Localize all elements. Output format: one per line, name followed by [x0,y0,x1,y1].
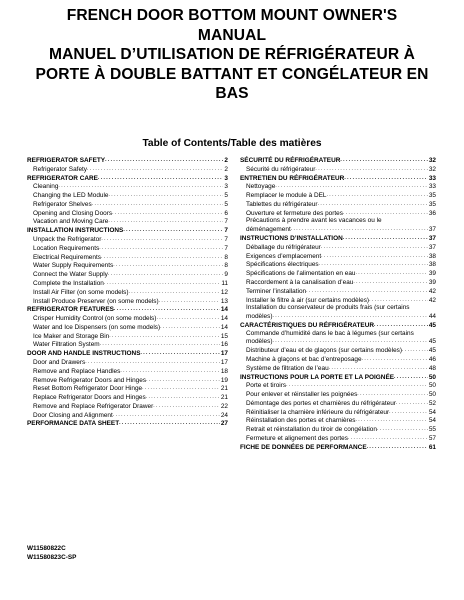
toc-entry-title: Electrical Requirements [33,253,101,261]
toc-entry[interactable] [240,425,436,434]
toc-entry-page: 27 [220,420,228,428]
dot-leader [319,260,428,269]
toc-entry[interactable] [240,209,436,218]
toc-entry-page: 33 [428,183,436,191]
toc-entry-title: Replace Refrigerator Doors and Hinges [33,394,146,402]
dot-leader [109,332,220,341]
toc-entry-title: FICHE DE DONNÉES DE PERFORMANCE [240,443,367,451]
dot-leader [389,408,428,417]
toc-entry[interactable] [27,156,228,165]
toc-entry-title: Réinstallation des portes et charnières [246,417,356,425]
toc-entry-title: INSTRUCTIONS D’INSTALLATION [240,235,343,243]
doc-code: W11580823C-SP [27,554,77,562]
toc-entry[interactable] [240,330,436,338]
toc-entry-title: Fermeture et alignement des portes [246,435,348,442]
toc-entry[interactable] [240,174,436,183]
toc-entry[interactable] [240,304,436,312]
toc-entry-page: 11 [221,279,228,287]
toc-entry-page: 13 [220,297,228,305]
toc-entry-title: Spécifications de l’alimentation en eau [246,270,356,278]
dot-leader [396,399,428,408]
dot-leader [58,182,223,191]
toc-entry-page: 50 [428,391,436,399]
toc-entry-title: INSTALLATION INSTRUCTIONS [27,227,124,235]
toc-entry-title: REFRIGERATOR CARE [27,174,98,182]
toc-entry-title: Pour enlever et réinstaller les poignées [246,391,358,399]
dot-leader [343,209,428,218]
toc-entry-page: 2 [224,157,228,164]
toc-entry-page: 54 [428,417,436,425]
dot-leader [113,261,223,270]
toc-entry-page: 45 [428,321,436,329]
toc-entry-title: Remove Refrigerator Doors and Hinges [33,376,147,384]
toc-entry-page: 42 [428,296,436,304]
toc-entry-page: 42 [428,287,436,295]
toc-entry-title: Opening and Closing Doors [33,209,113,217]
toc-entry[interactable] [240,373,436,382]
dot-leader [87,165,223,174]
toc-entry-page: 57 [428,435,436,442]
toc-entry-title: Water and Ice Dispensers (on some models) [33,323,161,331]
toc-entry-page: 21 [220,394,228,402]
dot-leader [291,225,428,234]
toc-entry[interactable] [27,393,228,402]
dot-leader [129,288,220,297]
dot-leader [105,156,223,165]
dot-leader [119,419,220,428]
toc-entry-page: 3 [224,174,228,182]
toc-entry[interactable] [240,269,436,278]
document-title [14,6,450,104]
doc-code: W11580822C [27,545,66,552]
dot-leader [160,323,220,332]
toc-entry-title: modèles) [246,338,273,346]
toc-entry[interactable] [27,209,228,218]
dot-leader [272,337,427,346]
dot-leader [394,373,428,382]
toc-entry[interactable] [27,191,228,200]
toc-entry[interactable] [240,408,436,417]
dot-leader [99,244,223,253]
dot-leader [109,191,224,200]
toc-entry-page: 8 [224,253,228,261]
toc-entry-page: 17 [220,350,228,358]
dot-leader [348,434,428,443]
toc-entry[interactable] [27,165,228,174]
dot-leader [142,384,220,393]
toc-entry-title: DOOR AND HANDLE INSTRUCTIONS [27,350,141,358]
toc-entry-page: 9 [224,271,228,279]
toc-entry-title: Complete the Installation [33,279,104,287]
title-line: FRENCH DOOR BOTTOM MOUNT OWNER'S [66,7,398,24]
dot-leader [315,165,427,174]
toc-entry-title: Door Closing and Alignment [33,411,113,419]
dot-leader [146,393,220,402]
toc-entry[interactable] [27,340,228,349]
toc-entry-page: 33 [428,174,436,182]
toc-entry-title: Nettoyage [246,183,276,191]
dot-leader [275,182,427,191]
toc-entry-title: PERFORMANCE DATA SHEET [27,420,120,428]
toc-entry-title: Vacation and Moving Care [33,218,109,226]
toc-entry-title: Water Filtration System [33,341,100,349]
toc-entry-page: 36 [428,209,436,217]
toc-entry-title: Door and Drawers [33,358,86,366]
toc-english-column [27,156,228,428]
toc-entry-page: 7 [224,227,228,235]
toc-entry[interactable] [240,443,436,452]
dot-leader [85,358,220,367]
toc-entry[interactable] [27,305,228,314]
toc-entry-title: Installer le filtre à air (sur certains modèles) [246,296,370,304]
toc-entry-page: 52 [428,399,436,407]
title-line: MANUAL [197,26,267,44]
toc-entry[interactable] [27,244,228,253]
toc-entry-page: 5 [224,192,228,200]
toc-entry[interactable] [27,367,228,376]
toc-entry[interactable] [240,225,436,234]
toc-entry-page: 15 [220,332,228,340]
toc-entry-page: 50 [428,382,436,390]
toc-entry[interactable] [240,390,436,399]
toc-entry-title: Unpack the Refrigerator [33,236,102,244]
toc-entry-page: 35 [428,200,436,208]
dot-leader [98,174,223,183]
toc-entry-title: Cleaning [33,183,59,191]
toc-entry-title: Remplacer le module à DEL [246,192,327,200]
toc-entry-title: Spécifications électriques [246,261,319,269]
toc-entry[interactable] [27,419,228,428]
toc-entry-page: 14 [220,323,228,331]
dot-leader [327,191,428,200]
toc-entry-page: 7 [224,244,228,252]
toc-entry-page: 44 [428,313,436,321]
dot-leader [113,411,220,420]
dot-leader [141,349,220,358]
toc-entry-page: 46 [428,355,436,363]
toc-entry-title: Ouverture et fermeture des portes [246,209,343,217]
toc-entry-title: Déballage du réfrigérateur [246,243,321,251]
dot-leader [367,443,428,452]
toc-entry[interactable] [240,416,436,425]
toc-entry-page: 22 [220,402,228,410]
toc-entry-title: Démontage des portes et charnières du réfrigérateur [246,399,396,407]
toc-entry[interactable] [240,200,436,209]
toc-entry-title: Retrait et réinstallation du tiroir de congélation [246,426,377,434]
toc-entry[interactable] [240,337,436,346]
toc-entry[interactable] [240,346,436,355]
toc-entry[interactable] [240,321,436,330]
toc-entry[interactable] [27,182,228,191]
toc-entry[interactable] [240,191,436,200]
toc-entry[interactable] [240,296,436,305]
toc-entry[interactable] [27,288,228,297]
toc-entry-title: REFRIGERATOR SAFETY [27,157,106,164]
toc-entry-page: 38 [428,261,436,269]
dot-leader [100,340,220,349]
toc-entry[interactable] [240,243,436,252]
toc-entry[interactable] [240,287,436,296]
title-line: BAS [215,85,249,103]
dot-leader [343,234,428,243]
toc-entry-page: 48 [428,364,436,372]
toc-entry-title: Install Produce Preserver (on some models) [33,297,159,305]
dot-leader [108,217,223,226]
dot-leader [120,367,220,376]
dot-leader [340,156,427,165]
dot-leader [356,416,428,425]
dot-leader [357,390,428,399]
toc-entry-page: 24 [220,411,228,419]
toc-entry[interactable] [27,349,228,358]
toc-entry-page: 32 [428,157,436,164]
dot-leader [114,305,220,314]
toc-entry-page: 39 [428,278,436,286]
toc-entry-title: Water Supply Requirements [33,262,114,270]
toc-entry[interactable] [27,358,228,367]
toc-entry-page: 16 [220,341,228,349]
toc-entry-title: Reset Bottom Refrigerator Door Hinge [33,385,143,393]
dot-leader [318,200,428,209]
toc-entry-page: 39 [428,270,436,278]
toc-entry-title: INSTRUCTIONS POUR LA PORTE ET LA POIGNÉE [240,373,395,381]
toc-entry-page: 7 [224,218,228,226]
toc-entry-title: Porte et tiroirs [246,382,287,390]
dot-leader [374,321,428,330]
toc-entry-title: Refrigerator Safety [33,165,88,173]
toc-entry-title: Terminer l’installation [246,287,307,295]
toc-entry-title: Install Air Filter (on some models) [33,288,129,296]
toc-entry[interactable] [27,384,228,393]
toc-entry-page: 5 [224,200,228,208]
title-line: PORTE À DOUBLE BATTANT ET CONGÉLATEUR EN [35,65,429,83]
toc-entry[interactable] [27,297,228,306]
toc-entry-title: Connect the Water Supply [33,271,108,279]
toc-entry-title: déménagement [246,226,291,234]
toc-entry-title: Système de filtration de l’eau [246,364,329,372]
toc-entry-page: 7 [224,236,228,244]
toc-entry-title: Exigences d’emplacement [246,252,322,260]
toc-entry[interactable] [27,314,228,323]
toc-entry-page: 45 [428,338,436,346]
toc-entry-page: 17 [220,358,228,366]
dot-leader [356,269,428,278]
toc-entry-title: Location Requirements [33,244,100,252]
toc-entry-title: Machine à glaçons et bac d’entreposage [246,355,362,363]
toc-entry-title: SÉCURITÉ DU RÉFRIGÉRATEUR [240,157,341,164]
toc-entry[interactable] [27,279,228,288]
toc-entry-page: 37 [428,243,436,251]
toc-entry[interactable] [240,234,436,243]
toc-entry[interactable] [27,235,228,244]
toc-entry-title: Remove and Replace Handles [33,367,121,375]
dot-leader [369,296,428,305]
toc-entry[interactable] [240,434,436,443]
toc-entry-page: 38 [428,252,436,260]
toc-entry-title: Distributeur d’eau et de glaçons (sur certains modèles) [246,347,403,355]
dot-leader [112,209,223,218]
dot-leader [92,200,224,209]
toc-entry-title: Raccordement à la canalisation d’eau [246,278,354,286]
dot-leader [329,364,428,373]
toc-entry-page: 8 [224,262,228,270]
toc-entry[interactable] [27,332,228,341]
toc-entry-page: 3 [224,183,228,191]
toc-entry[interactable] [240,182,436,191]
toc-entry[interactable] [240,260,436,269]
dot-leader [321,243,428,252]
toc-entry[interactable] [240,278,436,287]
toc-entry[interactable] [240,217,436,225]
toc-entry[interactable] [27,376,228,385]
toc-entry[interactable] [27,174,228,183]
toc-entry-page: 18 [220,367,228,375]
toc-entry-page: 14 [220,315,228,323]
toc-entry-page: 55 [428,426,436,434]
toc-entry-page: 54 [428,408,436,416]
toc-entry-page: 50 [428,373,436,381]
toc-entry[interactable] [27,226,228,235]
toc-entry-title: modèles) [246,313,273,321]
toc-entry-title: Remove and Replace Refrigerator Drawer [33,402,154,410]
toc-entry-page: 35 [428,192,436,200]
dot-leader [321,252,428,261]
toc-entry[interactable] [27,411,228,420]
dot-leader [286,381,428,390]
toc-entry[interactable] [27,402,228,411]
toc-entry-title: Changing the LED Module [33,192,109,200]
toc-entry-page: 12 [220,288,228,296]
toc-entry[interactable] [27,200,228,209]
dot-leader [272,312,427,321]
dot-leader [104,279,220,288]
toc-heading: Table of Contents/Table des matières [142,138,322,149]
dot-leader [101,253,223,262]
dot-leader [146,376,220,385]
toc-entry-title: Réinitialiser la charnière inférieure du réfrigérateur [246,408,390,416]
dot-leader [353,278,427,287]
toc-entry-title: Précautions à prendre avant les vacances ou le [246,217,382,225]
toc-entry[interactable] [240,252,436,261]
toc-entry-title: Ice Maker and Storage Bin [33,332,110,340]
toc-entry-title: Sécurité du réfrigérateur [246,165,316,173]
dot-leader [377,425,428,434]
dot-leader [306,287,428,296]
toc-entry[interactable] [27,253,228,262]
dot-leader [159,297,220,306]
toc-entry[interactable] [27,217,228,226]
toc-entry-title: Installation du conservateur de produits frais (sur certains [246,304,410,312]
dot-leader [344,174,428,183]
toc-entry-page: 61 [428,443,436,451]
toc-entry-title: REFRIGERATOR FEATURES [27,306,114,314]
toc-entry[interactable] [240,156,436,165]
toc-entry-page: 37 [428,226,436,234]
toc-entry-page: 2 [224,165,228,173]
toc-entry-page: 19 [220,376,228,384]
toc-entry-title: Commande d’humidité dans le bac à légumes (sur certains [246,329,414,337]
toc-entry-page: 45 [428,347,436,355]
toc-entry-title: ENTRETIEN DU RÉFRIGÉRATEUR [240,174,345,182]
toc-entry[interactable] [240,399,436,408]
toc-entry-title: Refrigerator Shelves [33,200,92,208]
dot-leader [362,355,428,364]
toc-entry-title: Crisper Humidity Control (on some models) [33,315,157,323]
dot-leader [101,235,223,244]
dot-leader [153,402,220,411]
dot-leader [402,346,428,355]
title-line: MANUEL D’UTILISATION DE RÉFRIGÉRATEUR À [48,46,416,64]
toc-entry[interactable] [240,364,436,373]
toc-entry-page: 14 [220,306,228,314]
document-codes [27,544,76,563]
toc-entry[interactable] [240,381,436,390]
dot-leader [108,270,224,279]
toc-entry[interactable] [27,270,228,279]
toc-entry[interactable] [27,323,228,332]
toc-entry-page: 32 [428,165,436,173]
toc-entry[interactable] [27,261,228,270]
toc-entry-title: Tablettes du réfrigérateur [246,200,318,208]
toc-entry-page: 6 [224,209,228,217]
toc-entry[interactable] [240,165,436,174]
toc-entry-title: CARACTÉRISTIQUES DU RÉFRIGÉRATEUR [240,321,374,329]
toc-entry-page: 37 [428,235,436,243]
dot-leader [156,314,219,323]
toc-entry[interactable] [240,355,436,364]
toc-entry[interactable] [240,312,436,321]
dot-leader [123,226,223,235]
toc-entry-page: 21 [220,385,228,393]
toc-french-column [240,156,436,452]
